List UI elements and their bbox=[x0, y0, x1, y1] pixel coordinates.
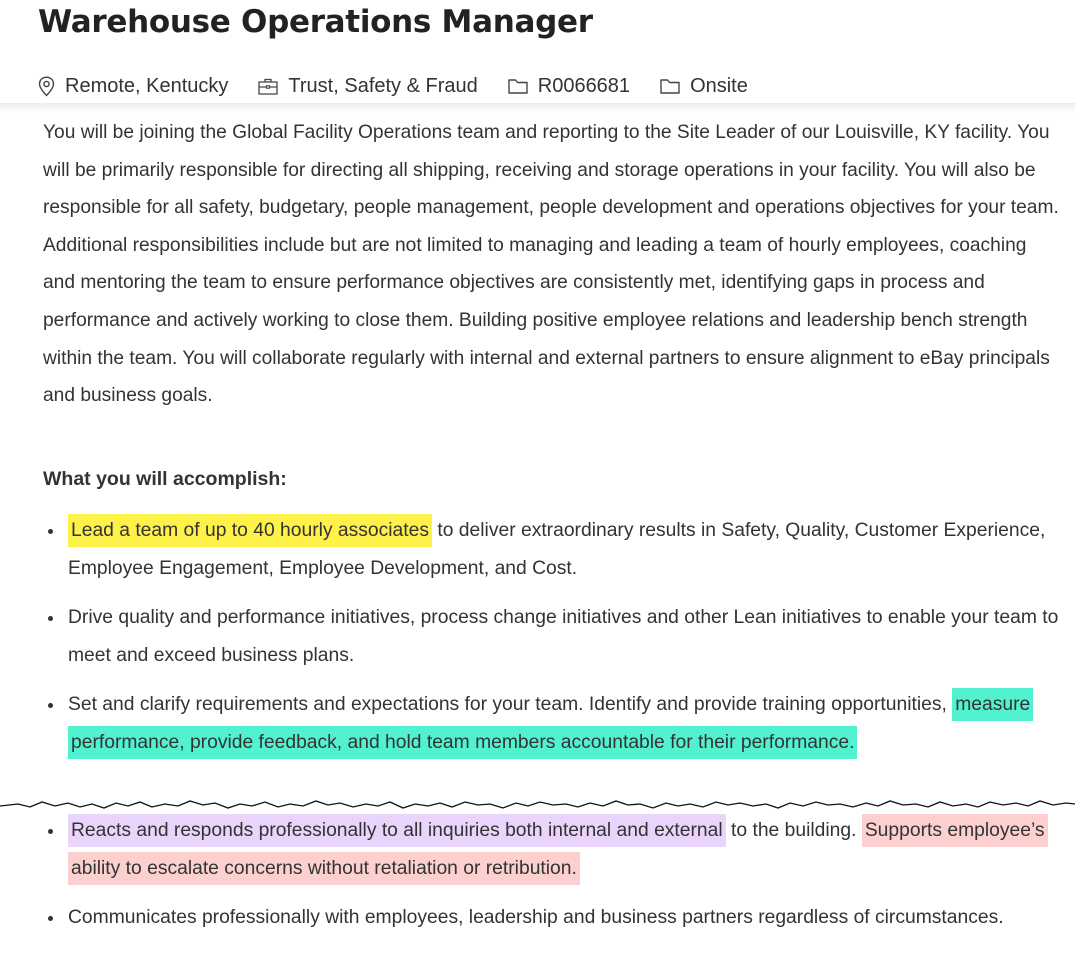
map-pin-icon bbox=[38, 76, 55, 97]
list-item bbox=[43, 512, 1063, 587]
list-item bbox=[43, 812, 1063, 887]
list-item bbox=[43, 899, 1063, 937]
work-type-text: Onsite bbox=[690, 74, 748, 97]
job-description-paragraph: You will be joining the Global Facility Operations team and reporting to the Site Leader of our Louisville, KY facility. You will be primarily responsible for directing all shipping, receiving and storage operations in your facility. You will also be responsible for all safety, budgetary, people management, people development and operations objectives for your team. Additional responsibilities include but are not limited to managing and leading a team of hourly employees, coaching and mentoring the team to ensure performance objectives are consistently met, identifying gaps in process and performance and actively working to close them. Building positive employee relations and leadership bench strength within the team. You will collaborate regularly with internal and external partners to ensure alignment to eBay principals and business goals. bbox=[43, 122, 1059, 407]
location-text: Remote, Kentucky bbox=[65, 74, 229, 97]
meta-req-id bbox=[508, 75, 630, 98]
highlight-purple: Reacts and responds professionally to all inquiries both internal and external bbox=[68, 814, 726, 847]
folder-icon bbox=[660, 78, 680, 94]
briefcase-icon bbox=[258, 78, 278, 95]
list-item-text: to the building. bbox=[725, 820, 862, 841]
list-item-text: to deliver extraordinary results in Safety, Quality, Customer Experience, Employee Engagement, Employee Development, and Cost. bbox=[68, 520, 1046, 579]
accomplish-list bbox=[43, 512, 1063, 774]
accomplish-list-continued bbox=[43, 812, 1063, 949]
meta-location bbox=[38, 75, 228, 98]
accomplish-heading: What you will accomplish: bbox=[43, 468, 287, 490]
header-divider bbox=[0, 103, 1075, 113]
list-item bbox=[43, 599, 1063, 674]
list-item bbox=[43, 686, 1063, 761]
folder-icon bbox=[508, 78, 528, 94]
list-item-text: Communicates professionally with employees, leadership and business partners regardless of circumstances. bbox=[68, 907, 1004, 929]
list-item-text: Drive quality and performance initiatives, process change initiatives and other Lean initiatives to enable your team to meet and exceed business plans. bbox=[68, 607, 1059, 666]
category-text: Trust, Safety & Fraud bbox=[288, 74, 478, 97]
list-item-text: Set and clarify requirements and expectations for your team. Identify and provide training opportunities, bbox=[68, 694, 953, 716]
highlight-teal: measure performance, provide feedback, and hold team members accountable for their performance. bbox=[68, 688, 1033, 759]
meta-category bbox=[258, 75, 477, 98]
meta-work-type bbox=[660, 75, 748, 98]
job-meta-row bbox=[38, 70, 778, 102]
highlight-pink: Supports employee’s ability to escalate concerns without retaliation or retribution. bbox=[68, 814, 1048, 885]
highlight-yellow: Lead a team of up to 40 hourly associates bbox=[68, 514, 432, 547]
req-id-text: R0066681 bbox=[537, 74, 631, 97]
job-title: Warehouse Operations Manager bbox=[38, 4, 593, 40]
